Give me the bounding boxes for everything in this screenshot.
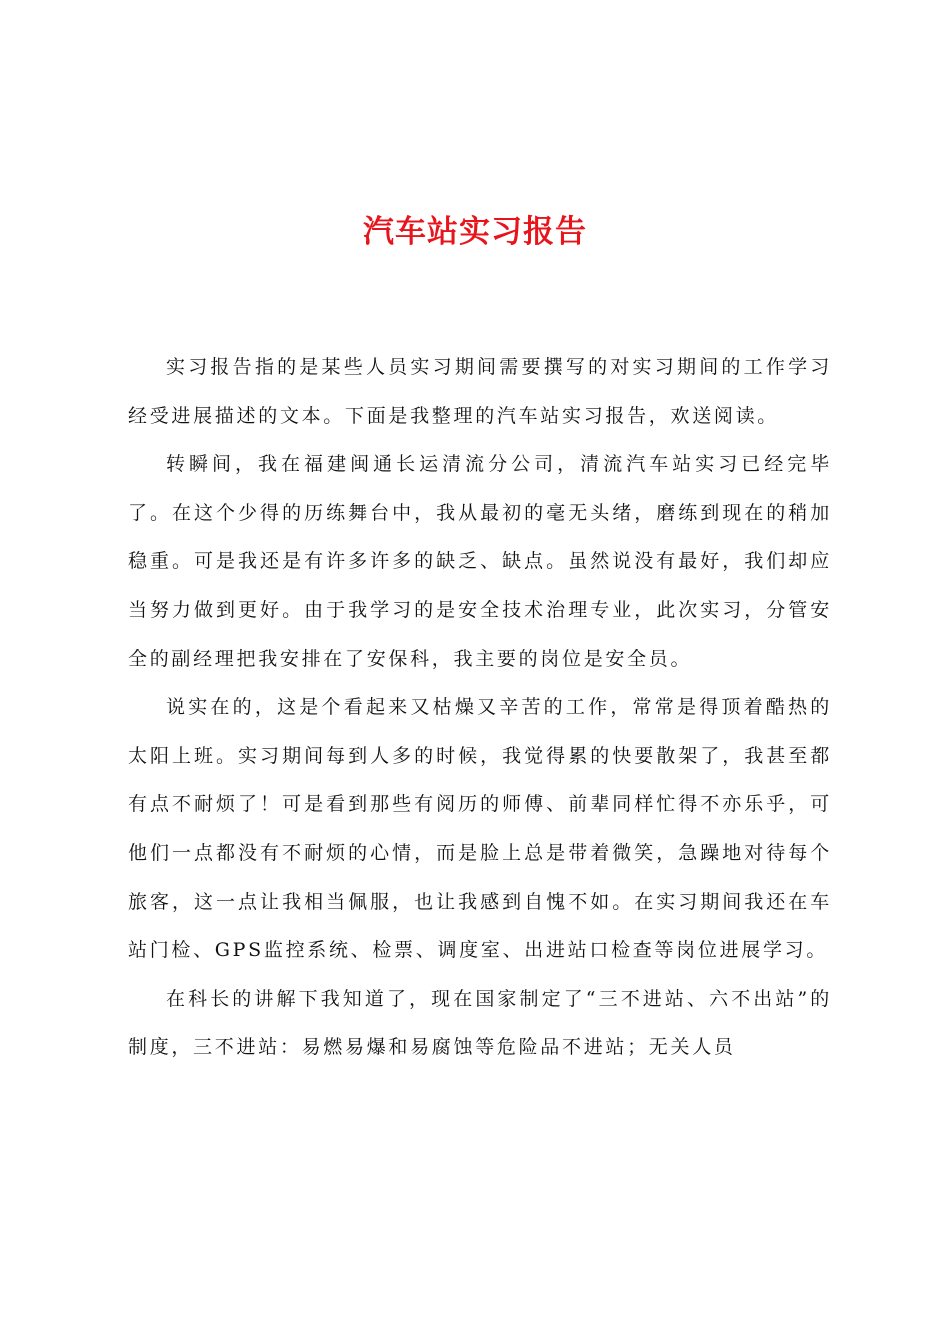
- document-title: 汽车站实习报告: [363, 214, 587, 250]
- paragraph-work-experience: 说实在的，这是个看起来又枯燥又辛苦的工作，常常是得顶着酷热的太阳上班。实习期间每到人多的时候，我觉得累的快要散架了，我甚至都有点不耐烦了！可是看到那些有阅历的师傅、前辈同样忙得不亦乐乎，可他们一点都没有不耐烦的心情，而是脸上总是带着微笑，急躁地对待每个旅客，这一点让我相当佩服，也让我感到自愧不如。在实习期间我还在车站门检、GPS监控系统、检票、调度室、出进站口检查等岗位进展学习。: [128, 696, 832, 962]
- paragraph-intro: 实习报告指的是某些人员实习期间需要撰写的对实习期间的工作学习经受进展描述的文本。下面是我整理的汽车站实习报告，欢送阅读。: [128, 356, 832, 427]
- document-body: [128, 343, 832, 1072]
- paragraph-internship-start: 转瞬间，我在福建闽通长运清流分公司，清流汽车站实习已经完毕了。在这个少得的历练舞台中，我从最初的毫无头绪，磨练到现在的稍加稳重。可是我还是有许多许多的缺乏、缺点。虽然说没有最好，我们却应当努力做到更好。由于我学习的是安全技术治理专业，此次实习，分管安全的副经理把我安排在了安保科，我主要的岗位是安全员。: [128, 453, 832, 670]
- paragraph-regulations: 在科长的讲解下我知道了，现在国家制定了“三不进站、六不出站”的制度，三不进站：易燃易爆和易腐蚀等危险品不进站；无关人员: [128, 987, 832, 1059]
